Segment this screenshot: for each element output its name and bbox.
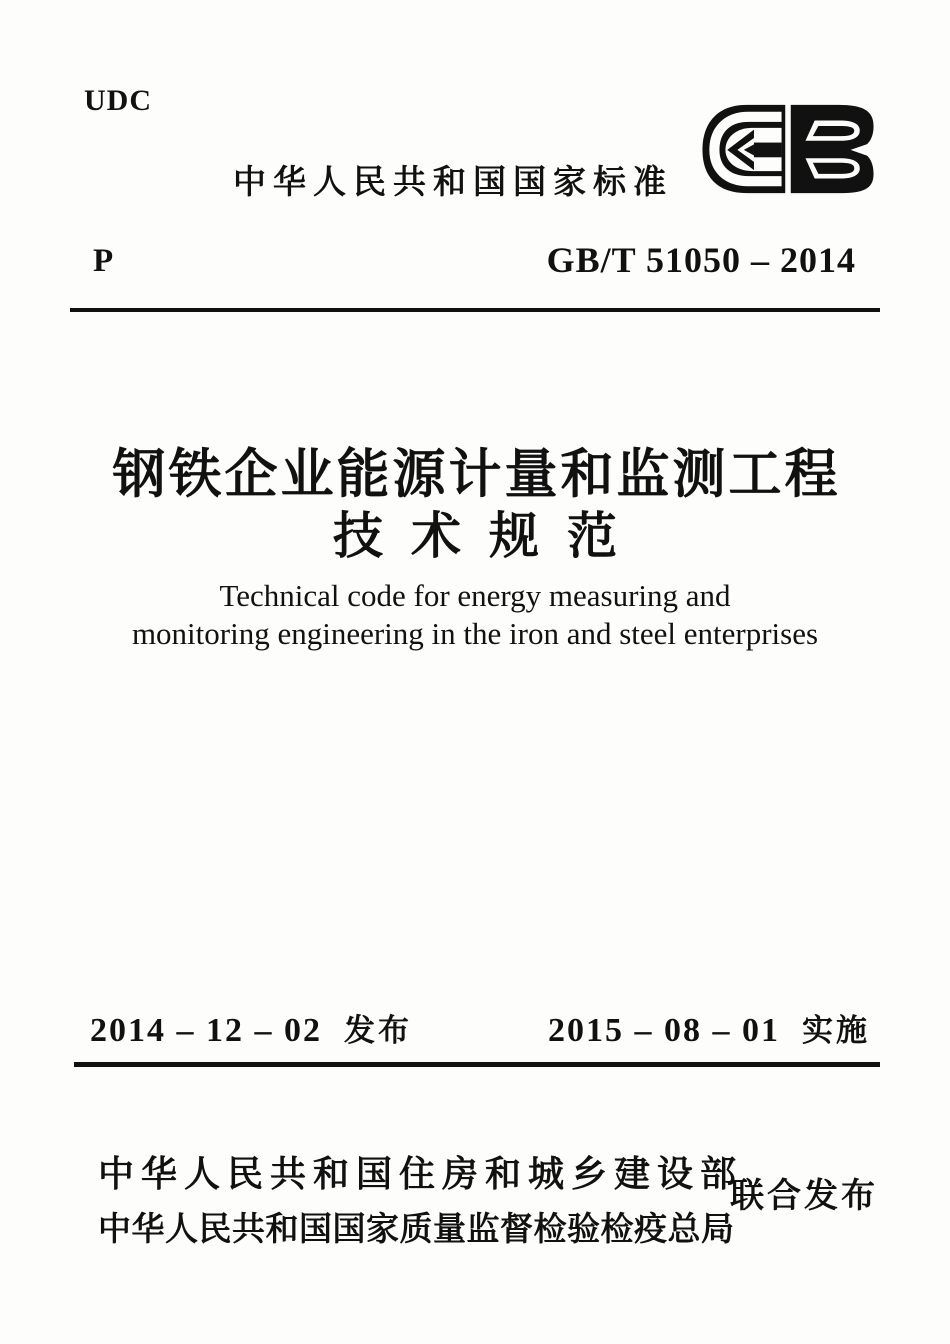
gb-logo <box>696 103 880 195</box>
publisher-line1: 中华人民共和国住房和城乡建设部 <box>98 1153 744 1194</box>
bottom-divider-rule <box>74 1062 880 1067</box>
title-chinese-line1: 钢铁企业能源计量和监测工程 <box>112 446 841 504</box>
issue-date-group <box>90 1005 412 1050</box>
publishers-block <box>98 1146 744 1250</box>
implement-date-group <box>548 1005 870 1050</box>
title-english-line1: Technical code for energy measuring and <box>219 578 731 613</box>
publisher-line2: 中华人民共和国国家质量监督检验检疫总局 <box>98 1210 735 1247</box>
implement-date: 2015 – 08 – 01 <box>548 1012 780 1049</box>
gb-logo-icon <box>696 103 880 195</box>
title-english-line2: monitoring engineering in the iron and steel enterprises <box>131 616 819 651</box>
joint-publish-label: 联合发布 <box>730 1177 878 1215</box>
dates-row <box>90 1005 870 1050</box>
top-divider-rule <box>70 308 880 312</box>
issue-date-label: 发布 <box>344 1013 412 1048</box>
issue-date: 2014 – 12 – 02 <box>90 1012 322 1049</box>
classification-code: P <box>93 243 114 279</box>
standard-number: GB/T 51050 – 2014 <box>546 240 856 280</box>
standard-category-heading: 中华人民共和国国家标准 <box>233 163 673 200</box>
title-chinese-line2: 技术规范 <box>333 508 645 564</box>
implement-date-label: 实施 <box>802 1013 870 1048</box>
udc-label: UDC <box>84 84 152 117</box>
